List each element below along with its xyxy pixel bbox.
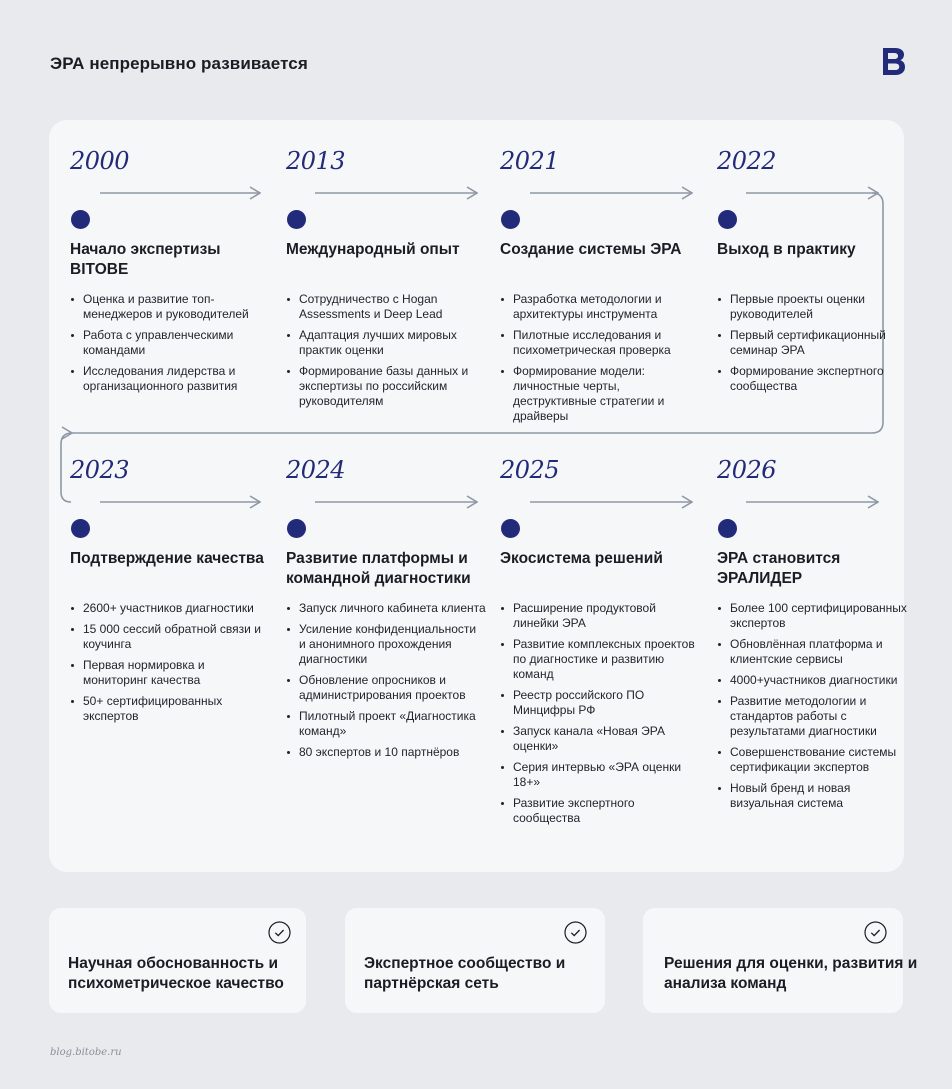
milestone-title: ЭРА становится ЭРАЛИДЕР — [717, 550, 841, 587]
timeline-dot — [71, 210, 90, 229]
milestone-item: Исследования лидерства и организационного развития — [70, 364, 270, 394]
milestone-item: 4000+участников диагностики — [717, 673, 917, 688]
milestone-0 — [70, 146, 270, 393]
check-circle-icon — [864, 921, 887, 944]
timeline-dot — [501, 519, 520, 538]
milestone-item: Сотрудничество с Hogan Assessments и Deep Lead — [286, 292, 486, 322]
milestone-4 — [70, 455, 270, 723]
milestone-6 — [500, 455, 700, 825]
milestone-3 — [717, 146, 917, 393]
milestone-item: Более 100 сертифицированных экспертов — [717, 601, 917, 631]
milestone-item: Усиление конфиденциальности и анонимного прохождения диагностики — [286, 622, 486, 667]
milestone-year: 2023 — [70, 456, 130, 484]
feature-card-community — [345, 908, 605, 1013]
milestone-item: Обновлённая платформа и клиентские сервисы — [717, 637, 917, 667]
milestone-item: Новый бренд и новая визуальная система — [717, 781, 917, 811]
milestone-item: Формирование базы данных и экспертизы по российским руководителям — [286, 364, 486, 409]
milestone-item: Расширение продуктовой линейки ЭРА — [500, 601, 700, 631]
check-circle-icon — [564, 921, 587, 944]
timeline-dot — [287, 519, 306, 538]
milestone-item: 80 экспертов и 10 партнёров — [286, 745, 486, 760]
feature-card-science — [49, 908, 306, 1013]
milestone-item: Совершенствование системы сертификации экспертов — [717, 745, 917, 775]
milestone-1 — [286, 146, 486, 408]
milestone-item: Серия интервью «ЭРА оценки 18+» — [500, 760, 700, 790]
milestone-list — [286, 292, 486, 415]
feature-card-solutions — [643, 908, 918, 1013]
milestone-title: Создание системы ЭРА — [500, 241, 682, 258]
milestone-item: Пилотный проект «Диагностика команд» — [286, 709, 486, 739]
milestone-item: Первый сертификационный семинар ЭРА — [717, 328, 917, 358]
milestone-list — [500, 601, 700, 832]
timeline-dot — [287, 210, 306, 229]
milestone-item: Разработка методологии и архитектуры инструмента — [500, 292, 700, 322]
feature-text: Решения для оценки, развития и анализа команд — [664, 955, 918, 992]
milestone-item: 50+ сертифицированных экспертов — [70, 694, 270, 724]
milestone-item: Формирование экспертного сообщества — [717, 364, 917, 394]
milestone-item: Пилотные исследования и психометрическая проверка — [500, 328, 700, 358]
bitobe-logo-icon — [883, 48, 905, 75]
milestone-year: 2000 — [70, 147, 130, 175]
milestone-list — [717, 601, 917, 817]
milestone-year: 2025 — [500, 456, 560, 484]
milestone-item: 15 000 сессий обратной связи и коучинга — [70, 622, 270, 652]
milestone-list — [717, 292, 917, 400]
milestone-item: Развитие экспертного сообщества — [500, 796, 700, 826]
milestone-list — [500, 292, 700, 430]
milestone-item: 2600+ участников диагностики — [70, 601, 270, 616]
milestone-7 — [717, 455, 917, 810]
timeline-dot — [71, 519, 90, 538]
milestone-item: Реестр российского ПО Минцифры РФ — [500, 688, 700, 718]
milestone-title: Экосистема решений — [500, 550, 663, 567]
milestone-title: Международный опыт — [286, 241, 460, 258]
milestone-year: 2026 — [717, 456, 777, 484]
milestone-item: Запуск канала «Новая ЭРА оценки» — [500, 724, 700, 754]
milestone-title: Выход в практику — [717, 241, 856, 258]
milestone-item: Первые проекты оценки руководителей — [717, 292, 917, 322]
feature-text: Экспертное сообщество и партнёрская сеть — [364, 955, 566, 992]
milestone-item: Развитие комплексных проектов по диагностике и развитию команд — [500, 637, 700, 682]
timeline-dot — [718, 519, 737, 538]
milestone-year: 2022 — [717, 147, 777, 175]
milestone-list — [286, 601, 486, 766]
milestone-item: Запуск личного кабинета клиента — [286, 601, 486, 616]
timeline-dot — [718, 210, 737, 229]
milestone-year: 2021 — [500, 147, 560, 175]
timeline-dot — [501, 210, 520, 229]
milestone-year: 2013 — [286, 147, 346, 175]
feature-text: Научная обоснованность и психометрическое качество — [68, 955, 284, 992]
milestone-item: Первая нормировка и мониторинг качества — [70, 658, 270, 688]
milestone-title: Подтверждение качества — [70, 550, 264, 567]
check-circle-icon — [268, 921, 291, 944]
milestone-item: Формирование модели: личностные черты, деструктивные стратегии и драйверы — [500, 364, 700, 424]
milestone-item: Развитие методологии и стандартов работы с результатами диагностики — [717, 694, 917, 739]
milestone-list — [70, 292, 270, 400]
milestone-5 — [286, 455, 486, 759]
milestone-item: Работа с управленческими командами — [70, 328, 270, 358]
milestone-title: Развитие платформы и командной диагностики — [286, 550, 471, 587]
milestone-list — [70, 601, 270, 730]
milestone-item: Обновление опросников и администрирования проектов — [286, 673, 486, 703]
milestone-item: Оценка и развитие топ-менеджеров и руководителей — [70, 292, 270, 322]
milestone-item: Адаптация лучших мировых практик оценки — [286, 328, 486, 358]
footer-source: blog.bitobe.ru — [50, 1047, 122, 1058]
milestone-2 — [500, 146, 700, 423]
milestone-title: Начало экспертизы BITOBE — [70, 241, 221, 278]
milestone-year: 2024 — [286, 456, 346, 484]
page-title: ЭРА непрерывно развивается — [50, 54, 308, 73]
